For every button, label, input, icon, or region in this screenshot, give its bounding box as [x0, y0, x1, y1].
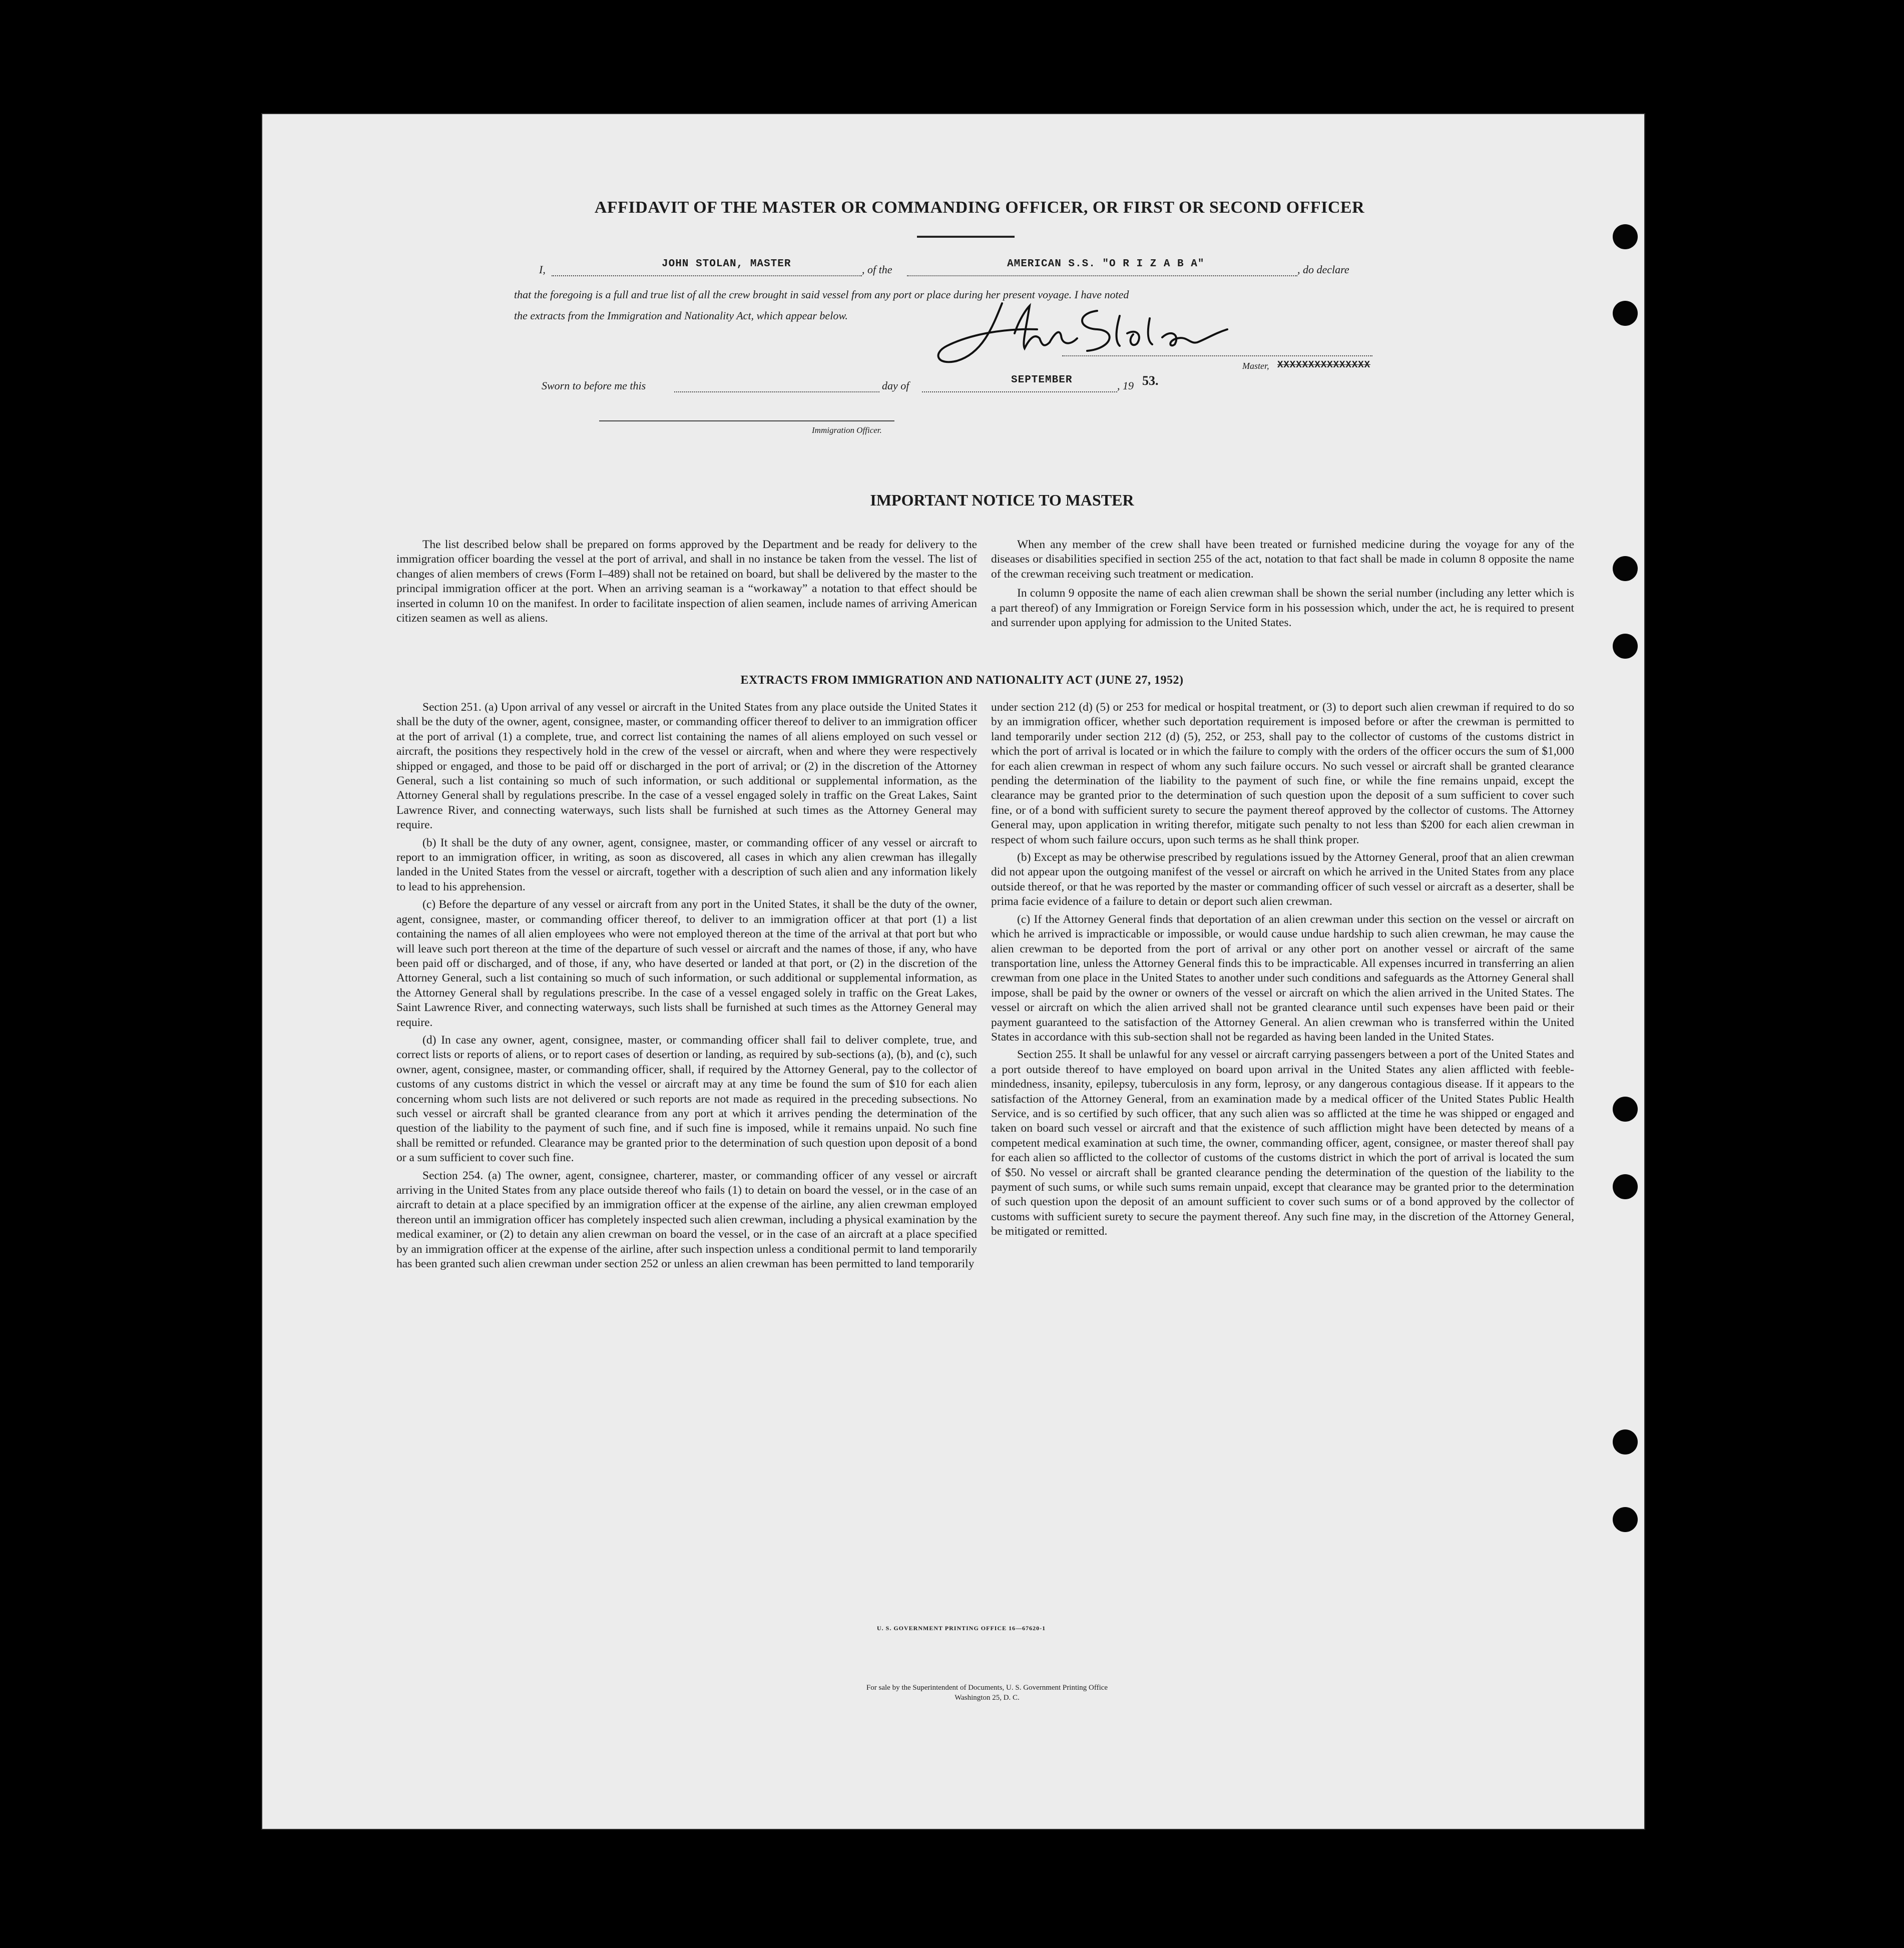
affidavit-page	[261, 113, 1645, 1830]
notice-left-column	[396, 538, 977, 626]
day-of-label: day of	[882, 379, 909, 392]
binder-hole	[1613, 1429, 1638, 1454]
notice-paragraph: When any member of the crew shall have been treated or furnished medicine during the voyage for any of the diseases or disabilities specified in section 255 of the act, notation to that fact shall be made in column 8 opposite the name of the crewman receiving such treatment or medication.	[991, 538, 1574, 581]
section-paragraph: Section 255. It shall be unlawful for any vessel or aircraft carrying passengers between a port of the United States and a port outside thereof to have employed on board upon arrival in the United States any alien afflicted with feeble-mindedness, insanity, epilepsy, tuberculosis in any form, leprosy, or any dangerous contagious disease. If it appears to the satisfaction of the Attorney General, from an examination made by a medical officer of the United States Public Health Service, and is so certified by such officer, that any such alien was so afflicted at the time he was shipped or engaged and taken on board such vessel or aircraft and that the existence of such affliction might have been detected by means of a competent medical examination at such time, the owner, commanding officer, agent, consignee, or master thereof shall pay for each alien so afflicted to the collector of customs of the customs district in which the port of arrival is located the sum of $50. No vessel or aircraft shall be granted clearance pending the determination of the question of the liability to the payment of such sums, or while such sums remain unpaid, except that clearance may be granted prior to the determination of such question upon the deposit of an amount sufficient to cover such sums or of a bond approved by the collector of customs with sufficient surety to secure the payment thereof. Any such fine may, in the discretion of the Attorney General, be mitigated or remitted.	[991, 1048, 1574, 1238]
notice-paragraph: The list described below shall be prepared on forms approved by the Department and be ready for delivery to the immigration officer boarding the vessel at the port of arrival, and shall in no instance be taken from the vessel. The list of changes of alien members of crews (Form I–489) shall not be retained on board, but shall be delivered by the master to the principal immigration officer at the port. When an arriving seaman is a “workaway” a notation to that effect should be inserted in column 10 on the manifest. In order to facilitate inspection of alien seamen, include names of arriving American citizen seamen as well as aliens.	[396, 538, 977, 625]
binder-hole	[1613, 301, 1638, 326]
master-name: JOHN STOLAN, MASTER	[662, 258, 791, 270]
section-paragraph: (b) It shall be the duty of any owner, agent, consignee, master, or commanding officer of any vessel or aircraft to report to an immigration officer, in writing, as soon as discovered, all cases in which any alien crewman has illegally landed in the United States from the vessel or aircraft, together with a description of such alien and any information likely to lead to his apprehension.	[396, 836, 977, 893]
master-signature	[927, 298, 1237, 368]
extracts-right-column	[991, 700, 1574, 1239]
officer-signature-line	[599, 420, 894, 421]
notice-paragraph: In column 9 opposite the name of each alien crewman shall be shown the serial number (including any letter which is a part thereof) of any Immigration or Foreign Service form in his possession which, under the act, he is required to present and surrender upon applying for admission to the United States.	[991, 587, 1574, 630]
sworn-label: Sworn to before me this	[542, 379, 646, 392]
section-paragraph: Section 254. (a) The owner, agent, consignee, charterer, master, or commanding officer of any vessel or aircraft arriving in the United States from any place outside thereof who fails (1) to detain on board the vessel, or in the case of an aircraft to detain at a place specified by an immigration officer at the expense of the airline, any alien crewman employed thereon until an immigration officer has completely inspected such alien crewman, including a physical examination by the medical examiner, or (2) to detain any alien crewman on board the vessel, or in the case of an aircraft at a place specified by an immigration officer at the expense of the airline, after such inspection unless a conditional permit to land temporarily has been granted such alien crewman under section 252 or unless an alien crewman has been permitted to land temporarily	[396, 1169, 977, 1271]
master-label: Master,	[1242, 361, 1269, 371]
do-declare-label: , do declare	[1297, 263, 1349, 276]
affidavit-statement: that the foregoing is a full and true list of all the crew brought in said vessel from any port or place during her present voyage. I have noted	[514, 288, 1129, 301]
notice-right-column	[991, 538, 1574, 630]
sworn-year: 53.	[1142, 373, 1159, 388]
section-paragraph: (b) Except as may be otherwise prescribed by regulations issued by the Attorney General, proof that an alien crewman did not appear upon the outgoing manifest of the vessel or aircraft on which he arrived in the United States from any place outside thereof, or that he was reported by the master or commanding officer of such vessel or aircraft as a deserter, shall be prima facie evidence of a failure to detain or deport such alien crewman.	[991, 851, 1574, 908]
notice-title: IMPORTANT NOTICE TO MASTER	[870, 491, 1134, 509]
of-the-label: , of the	[862, 263, 892, 276]
section-paragraph: (c) If the Attorney General finds that deportation of an alien crewman under this section on the vessel or aircraft on which he arrived is impracticable or impossible, or would cause undue hardship to such alien crewman, he may cause the alien crewman to be deported from the port of arrival or any other port on another vessel or aircraft of the same transportation line, unless the Attorney General finds this to be impracticable. All expenses incurred in transferring an alien crewman from one place in the United States to another under such conditions and safeguards as the Attorney General shall impose, shall be paid by the owner or owners of the vessel or aircraft on which the alien arrived in the United States. The vessel or aircraft on which the alien arrived shall not be granted clearance until such expenses have been paid or their payment guaranteed to the satisfaction of the Attorney General. An alien crewman who is transferred within the United States in accordance with this sub-section shall not be regarded as having been landed in the United States.	[991, 912, 1574, 1044]
struck-officer-title: XXXXXXXXXXXXXXX	[1277, 359, 1371, 370]
sworn-month: SEPTEMBER	[1011, 374, 1073, 386]
page-title: AFFIDAVIT OF THE MASTER OR COMMANDING OFFICER, OR FIRST OR SECOND OFFICER	[594, 198, 1365, 217]
extracts-left-column	[396, 700, 977, 1271]
binder-hole	[1613, 224, 1638, 249]
affidavit-extracts-note: the extracts from the Immigration and Nationality Act, which appear below.	[514, 309, 848, 322]
immigration-officer-label: Immigration Officer.	[812, 425, 882, 435]
vessel-name: AMERICAN S.S. "O R I Z A B A"	[1007, 258, 1205, 270]
sworn-day-line	[674, 378, 879, 392]
master-signature-line	[1062, 354, 1372, 356]
binder-hole	[1613, 1097, 1638, 1122]
binder-hole	[1613, 634, 1638, 659]
section-paragraph: (d) In case any owner, agent, consignee, master, or commanding officer shall fail to deliver complete, true, and correct lists or reports of aliens, or to report cases of desertion or landing, as required by sub-sections (a), (b), and (c), such owner, agent, consignee, master, or commanding officer, shall, if required by the Attorney General, pay to the collector of customs of any customs district in which the vessel or aircraft may at any time be found the sum of $10 for each alien concerning whom such lists are not delivered or such reports are not made as required in the preceding subsections. No such vessel or aircraft shall be granted clearance from any port at which it arrives pending the determination of the question of the liability to the payment of such fine, and if such fine is imposed, while it remains unpaid. No such fine shall be remitted or refunded. Clearance may be granted prior to the determination of such question upon deposit of a bond or a sum sufficient to cover such fine.	[396, 1033, 977, 1165]
extracts-title: EXTRACTS FROM IMMIGRATION AND NATIONALITY ACT (JUNE 27, 1952)	[740, 674, 1184, 687]
section-paragraph: (c) Before the departure of any vessel or aircraft from any port in the United States, it shall be the duty of the owner, agent, consignee, master, or commanding officer thereof, to deliver to an immigration officer at that port (1) a list containing the names of all alien employees who were not employed thereon at the time of the arrival at that port but who will leave such port thereon at the time of the departure of such vessel or aircraft and the names of those, if any, who have been paid off or discharged, and of those, if any, who have deserted or landed at that port, or (2) in the discretion of the Attorney General, such a list containing so much of such information, or such additional or supplemental information, as the Attorney General shall by regulations prescribe. In the case of a vessel engaged solely in traffic on the Great Lakes, Saint Lawrence River, and connecting waterways, such lists shall be furnished at such times as the Attorney General may require.	[396, 898, 977, 1029]
binder-hole	[1613, 1174, 1638, 1199]
title-rule	[917, 236, 1015, 238]
affidavit-i: I,	[539, 263, 546, 276]
section-paragraph: under section 212 (d) (5) or 253 for medical or hospital treatment, or (3) to deport such alien crewman if required to do so by an immigration officer, whether such deportation requirement is imposed before or after the crewman is permitted to land temporarily under section 212 (d) (5), 252, or 253, shall pay to the collector of customs of the customs district in which the port of arrival is located or in which the failure to comply with the orders of the officer occurs the sum of $1,000 for each alien crewman in respect of whom any such failure occurs. No such vessel or aircraft shall be granted clearance pending the determination of the liability to the payment of such fine, or while the fine remains unpaid, except the clearance may be granted prior to the determination of such question upon the deposit of a sum sufficient to cover such fine, or of a bond with sufficient surety to secure the payment thereof approved by the collector of customs. The Attorney General may, upon application in writing therefor, mitigate such penalty to not less than $200 for each alien crewman in respect of whom such failure occurs, upon such terms as he shall think proper.	[991, 701, 1574, 846]
sale-line-2: Washington 25, D. C.	[955, 1694, 1020, 1702]
binder-hole	[1613, 556, 1638, 581]
binder-hole	[1613, 1507, 1638, 1532]
year-prefix: , 19	[1117, 379, 1134, 392]
sale-line-1: For sale by the Superintendent of Documents, U. S. Government Printing Office	[866, 1684, 1108, 1692]
printing-office-imprint: U. S. GOVERNMENT PRINTING OFFICE 16—67620-1	[877, 1625, 1046, 1632]
section-paragraph: Section 251. (a) Upon arrival of any vessel or aircraft in the United States from any place outside the United States it shall be the duty of the owner, agent, consignee, master, or commanding officer thereof to deliver to an immigration officer at the port of arrival (1) a complete, true, and correct list containing the names of all aliens employed on such vessel or aircraft, the positions they respectively hold in the crew of the vessel or aircraft, when and where they were respectively shipped or engaged, and those to be paid off or discharged in the port of arrival; or (2) in the discretion of the Attorney General, such a list containing so much of such information, or such additional or supplemental information, as the Attorney General shall by regulations prescribe. In the case of a vessel engaged solely in traffic on the Great Lakes, Saint Lawrence River, and connecting waterways, such lists shall be furnished at such times as the Attorney General may require.	[396, 701, 977, 832]
sale-notice	[737, 1683, 1237, 1703]
